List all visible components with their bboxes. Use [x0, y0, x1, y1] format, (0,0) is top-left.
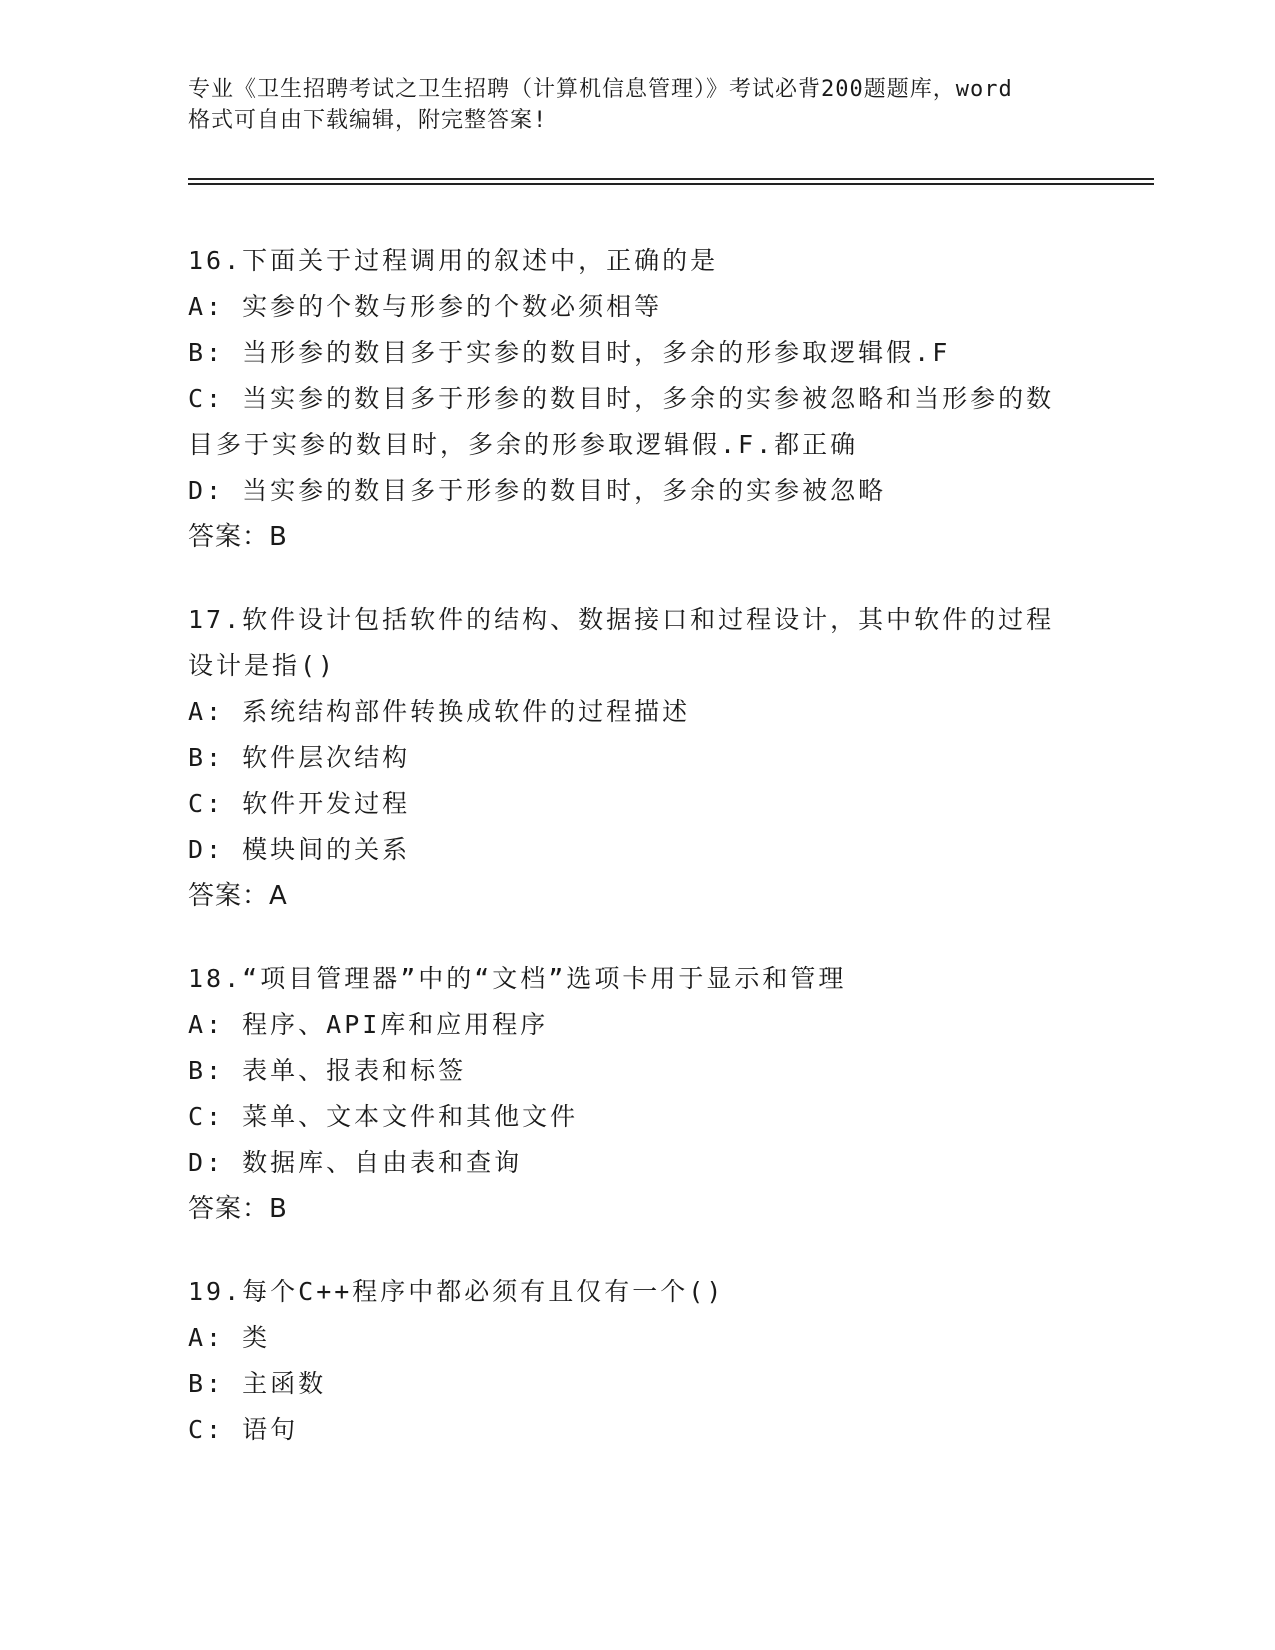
document-header: [188, 74, 1088, 136]
question-stem: 18.“项目管理器”中的“文档”选项卡用于显示和管理: [188, 964, 847, 993]
option-c-continued: 目多于实参的数目时，多余的形参取逻辑假.F.都正确: [188, 430, 859, 459]
option-a: A: 系统结构部件转换成软件的过程描述: [188, 697, 691, 726]
question-18: [188, 956, 1108, 1232]
option-a: A: 程序、API库和应用程序: [188, 1010, 549, 1039]
option-c: C: 软件开发过程: [188, 789, 411, 818]
option-b: B: 软件层次结构: [188, 743, 411, 772]
option-d: D: 当实参的数目多于形参的数目时，多余的实参被忽略: [188, 476, 887, 505]
question-stem: 17.软件设计包括软件的结构、数据接口和过程设计，其中软件的过程: [188, 605, 1055, 634]
option-c: C: 当实参的数目多于形参的数目时，多余的实参被忽略和当形参的数: [188, 384, 1055, 413]
option-c: C: 语句: [188, 1415, 299, 1444]
option-b: B: 主函数: [188, 1369, 327, 1398]
option-d: D: 模块间的关系: [188, 835, 411, 864]
question-stem: 16.下面关于过程调用的叙述中，正确的是: [188, 246, 719, 275]
question-19: [188, 1269, 1108, 1453]
header-title-line-1: 专业《卫生招聘考试之卫生招聘（计算机信息管理）》考试必背200题题库，word: [188, 77, 1013, 102]
question-list: [188, 238, 1108, 1490]
option-d: D: 数据库、自由表和查询: [188, 1148, 523, 1177]
header-divider-bottom: [188, 183, 1154, 185]
option-b: B: 当形参的数目多于实参的数目时，多余的形参取逻辑假.F: [188, 338, 951, 367]
question-stem-continued: 设计是指(): [188, 651, 337, 680]
option-a: A: 实参的个数与形参的个数必须相等: [188, 292, 663, 321]
question-stem: 19.每个C++程序中都必须有且仅有一个(): [188, 1277, 725, 1306]
option-c: C: 菜单、文本文件和其他文件: [188, 1102, 579, 1131]
answer-label: 答案：B: [188, 522, 288, 552]
question-16: [188, 238, 1108, 560]
header-divider-top: [188, 178, 1154, 180]
option-b: B: 表单、报表和标签: [188, 1056, 467, 1085]
question-17: [188, 597, 1108, 919]
header-title-line-2: 格式可自由下载编辑，附完整答案!: [188, 108, 548, 133]
answer-label: 答案：B: [188, 1194, 288, 1224]
answer-label: 答案：A: [188, 881, 288, 911]
option-a: A: 类: [188, 1323, 271, 1352]
